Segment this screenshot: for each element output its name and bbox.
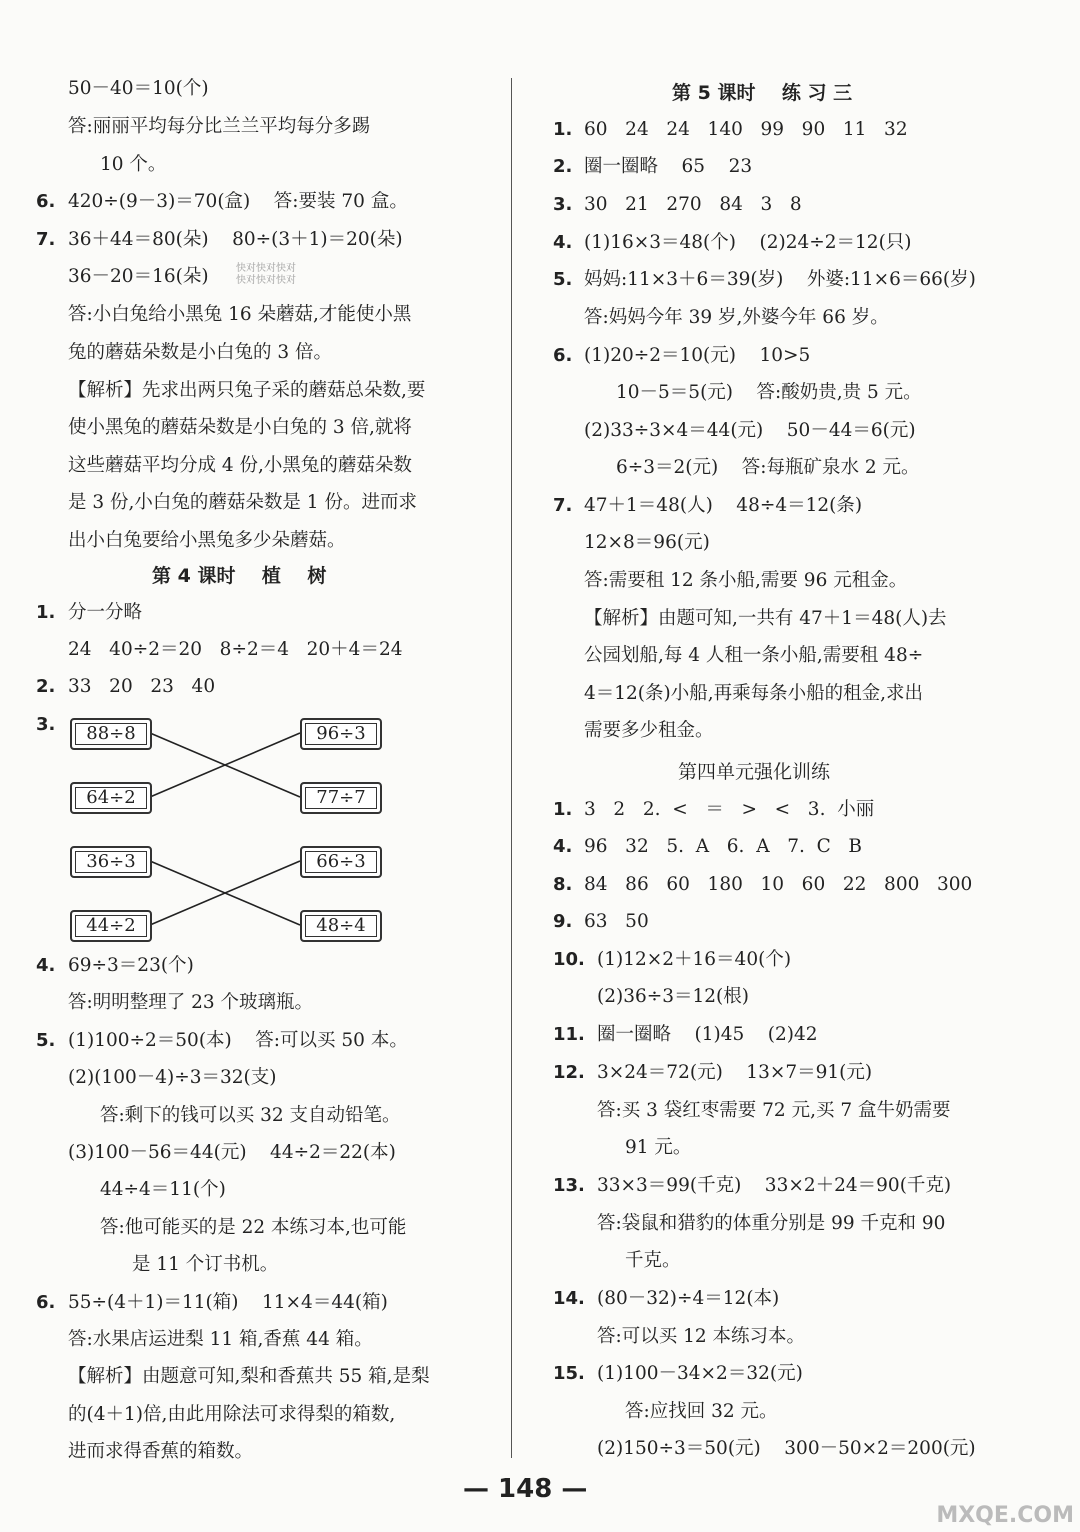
question-number: 2.	[36, 676, 56, 697]
text-line: 【解析】先求出两只兔子采的蘑菇总朵数,要	[68, 380, 426, 401]
text-line: 12×8＝96(元)	[584, 532, 710, 553]
text-line: 60 24 24 140 99 90 11 32	[584, 119, 908, 140]
match-box: 96÷3	[300, 718, 382, 750]
text-line: 是 3 份,小白兔的蘑菇朵数是 1 份。进而求	[68, 492, 417, 513]
section-heading: 第 4 课时 植 树	[152, 565, 327, 587]
text-line: 33×3＝99(千克) 33×2＋24＝90(千克)	[597, 1175, 952, 1196]
text-line: 千克。	[625, 1250, 681, 1271]
watermark: MXQE.COM	[936, 1503, 1074, 1528]
text-line: 答:他可能买的是 22 本练习本,也可能	[100, 1217, 407, 1238]
text-line: 44÷4＝11(个)	[100, 1179, 226, 1200]
question-number: 10.	[553, 949, 585, 970]
question-number: 4.	[36, 955, 56, 976]
text-line: 答:应找回 32 元。	[625, 1401, 778, 1422]
text-line: 【解析】由题可知,一共有 47＋1＝48(人)去	[584, 608, 947, 629]
text-line: 【解析】由题意可知,梨和香蕉共 55 箱,是梨	[68, 1366, 430, 1387]
question-number: 3.	[36, 714, 56, 735]
question-number: 1.	[553, 799, 573, 820]
text-line: 圈一圈略 65 23	[584, 156, 753, 177]
text-line: (1)100－34×2＝32(元)	[597, 1363, 803, 1384]
question-number: 7.	[36, 229, 56, 250]
question-number: 13.	[553, 1175, 585, 1196]
text-line: 使小黑兔的蘑菇朵数是小白兔的 3 倍,就将	[68, 417, 412, 438]
text-line: (2)150÷3＝50(元) 300－50×2＝200(元)	[597, 1438, 976, 1459]
question-number: 6.	[36, 1292, 56, 1313]
question-number: 2.	[553, 156, 573, 177]
text-line: (1)20÷2＝10(元) 10>5	[584, 345, 811, 366]
text-line: 的(4＋1)倍,由此用除法可求得梨的箱数,	[68, 1404, 396, 1425]
question-number: 1.	[36, 602, 56, 623]
question-number: 14.	[553, 1288, 585, 1309]
text-line: (1)100÷2＝50(本) 答:可以买 50 本。	[68, 1030, 408, 1051]
match-box: 77÷7	[300, 782, 382, 814]
text-line: 36＋44＝80(朵) 80÷(3＋1)＝20(朵)	[68, 229, 403, 250]
stamp-text: 快对快对快对 快对快对快对	[236, 263, 296, 286]
section-heading: 第四单元强化训练	[678, 761, 831, 783]
text-line: 50－40＝10(个)	[68, 78, 209, 99]
question-number: 5.	[553, 269, 573, 290]
text-line: 兔的蘑菇朵数是小白兔的 3 倍。	[68, 342, 333, 363]
match-box: 44÷2	[70, 910, 152, 942]
text-line: 4＝12(条)小船,再乘每条小船的租金,求出	[584, 683, 924, 704]
match-box: 64÷2	[70, 782, 152, 814]
text-line: 10 个。	[100, 154, 167, 175]
text-line: (2)(100－4)÷3＝32(支)	[68, 1067, 277, 1088]
text-line: 91 元。	[625, 1137, 692, 1158]
question-number: 11.	[553, 1024, 585, 1045]
page-number: — 148 —	[463, 1474, 588, 1504]
question-number: 15.	[553, 1363, 585, 1384]
text-line: (1)16×3＝48(个) (2)24÷2＝12(只)	[584, 232, 912, 253]
text-line: 是 11 个订书机。	[132, 1254, 279, 1275]
text-line: 55÷(4＋1)＝11(箱) 11×4＝44(箱)	[68, 1292, 388, 1313]
text-line: 30 21 270 84 3 8	[584, 194, 802, 215]
question-number: 9.	[553, 911, 573, 932]
text-line: 妈妈:11×3＋6＝39(岁) 外婆:11×6＝66(岁)	[584, 269, 976, 290]
text-line: 36－20＝16(朵)	[68, 266, 209, 287]
text-line: 96 32 5. A 6. A 7. C B	[584, 836, 862, 857]
text-line: 69÷3＝23(个)	[68, 955, 194, 976]
question-number: 4.	[553, 836, 573, 857]
text-line: 答:小白兔给小黑兔 16 朵蘑菇,才能使小黑	[68, 304, 412, 325]
text-line: 10－5＝5(元) 答:酸奶贵,贵 5 元。	[616, 382, 922, 403]
text-line: 答:水果店运进梨 11 箱,香蕉 44 箱。	[68, 1329, 373, 1350]
match-box: 88÷8	[70, 718, 152, 750]
text-line: 答:丽丽平均每分比兰兰平均每分多踢	[68, 116, 371, 137]
text-line: 420÷(9－3)＝70(盒) 答:要装 70 盒。	[68, 191, 408, 212]
text-line: 进而求得香蕉的箱数。	[68, 1441, 254, 1462]
text-line: 答:妈妈今年 39 岁,外婆今年 66 岁。	[584, 307, 889, 328]
text-line: 这些蘑菇平均分成 4 份,小黑兔的蘑菇朵数	[68, 455, 412, 476]
text-line: 3 2 2. < ＝ > < 3. 小丽	[584, 799, 875, 820]
text-line: 63 50	[584, 911, 649, 932]
question-number: 8.	[553, 874, 573, 895]
section-heading: 第 5 课时 练 习 三	[672, 82, 853, 104]
text-line: 答:明明整理了 23 个玻璃瓶。	[68, 992, 314, 1013]
text-line: 答:袋鼠和猎豹的体重分别是 99 千克和 90	[597, 1213, 946, 1234]
question-number: 6.	[36, 191, 56, 212]
text-line: 答:剩下的钱可以买 32 支自动铅笔。	[100, 1105, 401, 1126]
text-line: 6÷3＝2(元) 答:每瓶矿泉水 2 元。	[616, 457, 920, 478]
text-line: 3×24＝72(元) 13×7＝91(元)	[597, 1062, 873, 1083]
question-number: 3.	[553, 194, 573, 215]
text-line: (2)36÷3＝12(根)	[597, 986, 749, 1007]
question-number: 5.	[36, 1030, 56, 1051]
text-line: 47＋1＝48(人) 48÷4＝12(条)	[584, 495, 863, 516]
text-line: 答:买 3 袋红枣需要 72 元,买 7 盒牛奶需要	[597, 1100, 951, 1121]
question-number: 1.	[553, 119, 573, 140]
text-line: 分一分略	[68, 602, 143, 623]
question-number: 7.	[553, 495, 573, 516]
text-line: (2)33÷3×4＝44(元) 50－44＝6(元)	[584, 420, 916, 441]
match-box: 36÷3	[70, 846, 152, 878]
text-line: 圈一圈略 (1)45 (2)42	[597, 1024, 818, 1045]
text-line: 84 86 60 180 10 60 22 800 300	[584, 874, 973, 895]
question-number: 6.	[553, 345, 573, 366]
text-line: (3)100－56＝44(元) 44÷2＝22(本)	[68, 1142, 396, 1163]
text-line: 需要多少租金。	[584, 720, 714, 741]
text-line: 33 20 23 40	[68, 676, 216, 697]
text-line: (1)12×2＋16＝40(个)	[597, 949, 792, 970]
text-line: 出小白兔要给小黑兔多少朵蘑菇。	[68, 530, 346, 551]
question-number: 12.	[553, 1062, 585, 1083]
question-number: 4.	[553, 232, 573, 253]
text-line: 答:需要租 12 条小船,需要 96 元租金。	[584, 570, 908, 591]
text-line: 公园划船,每 4 人租一条小船,需要租 48÷	[584, 645, 924, 666]
text-line: 24 40÷2＝20 8÷2＝4 20＋4＝24	[68, 639, 403, 660]
text-line: (80－32)÷4＝12(本)	[597, 1288, 780, 1309]
match-box: 48÷4	[300, 910, 382, 942]
text-line: 答:可以买 12 本练习本。	[597, 1326, 806, 1347]
match-box: 66÷3	[300, 846, 382, 878]
